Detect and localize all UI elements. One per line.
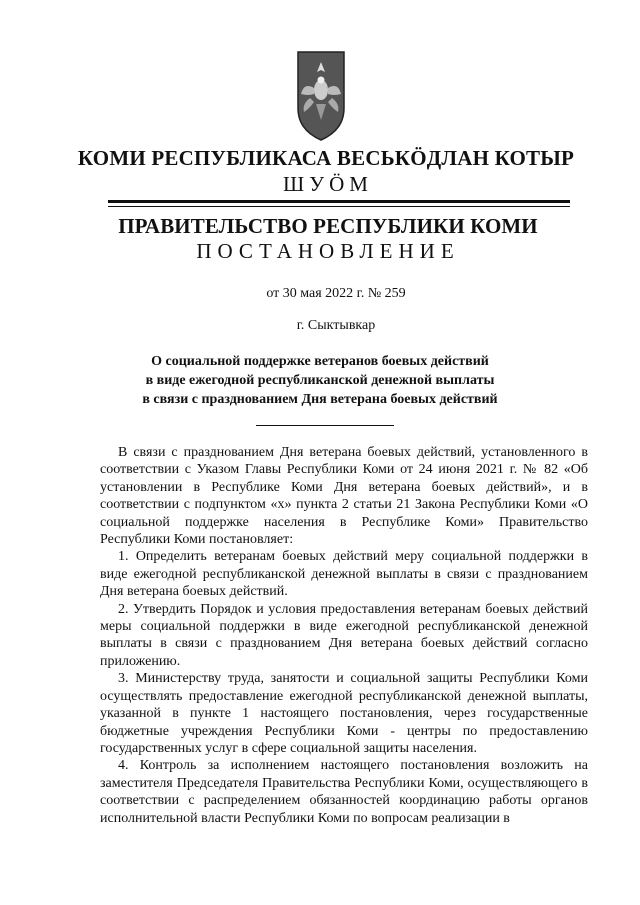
body-paragraph: 1. Определить ветеранам боевых действий меру социальной поддержки в виде ежегодной республиканской денежной выплаты в связи с празднованием Дня ветерана боевых действий.	[100, 549, 588, 600]
document-title	[0, 352, 640, 409]
body-paragraph: 2. Утвердить Порядок и условия предоставления ветеранам боевых действий меры социальной поддержки в виде ежегодной республиканской денежной выплаты в связи с празднованием Дня ветерана боевых действий согласно приложению.	[100, 601, 588, 669]
komi-government-title: КОМИ РЕСПУБЛИКАСА ВЕСЬКӦДЛАН КОТЫР	[77, 146, 575, 170]
city: г. Сыктывкар	[296, 318, 376, 333]
header-divider-thick	[108, 200, 570, 203]
document-body	[100, 444, 588, 827]
komi-resolution-label: ШУӦМ	[283, 172, 373, 196]
title-line: в виде ежегодной республиканской денежной выплаты	[145, 373, 495, 388]
title-underline	[256, 425, 394, 426]
title-line: О социальной поддержке ветеранов боевых действий	[151, 354, 489, 369]
body-paragraph: В связи с празднованием Дня ветерана боевых действий, установленного в соответствии с Указом Главы Республики Коми от 24 июня 2021 г. № 82 «Об установлении в Республике Коми Дня ветерана боевых действий», и в соответствии с подпунктом «х» пункта 2 статьи 21 Закона Республики Коми «О социальной поддержке населения в Республике Коми» Правительство Республики Коми постановляет:	[100, 445, 588, 548]
body-paragraph: 4. Контроль за исполнением настоящего постановления возложить на заместителя Председателя Правительства Республики Коми, осуществляющего в соответствии с распределением обязанностей координацию работы органов исполнительной власти Республики Коми по вопросам реализации в	[100, 758, 588, 826]
date-and-number: от 30 мая 2022 г. № 259	[266, 286, 406, 301]
komi-coat-of-arms-emblem	[296, 50, 346, 142]
resolution-label: ПОСТАНОВЛЕНИЕ	[196, 239, 460, 263]
title-line: в связи с празднованием Дня ветерана боевых действий	[142, 392, 498, 407]
body-paragraph: 3. Министерству труда, занятости и социальной защиты Республики Коми осуществлять предоставление ежегодной республиканской денежной выплаты, указанной в пункте 1 настоящего постановления, через государственные бюджетные учреждения Республики Коми - центры по предоставлению государственных услуг в сфере социальной защиты населения.	[100, 671, 588, 756]
government-title: ПРАВИТЕЛЬСТВО РЕСПУБЛИКИ КОМИ	[118, 214, 538, 238]
header-divider-thin	[108, 206, 570, 207]
